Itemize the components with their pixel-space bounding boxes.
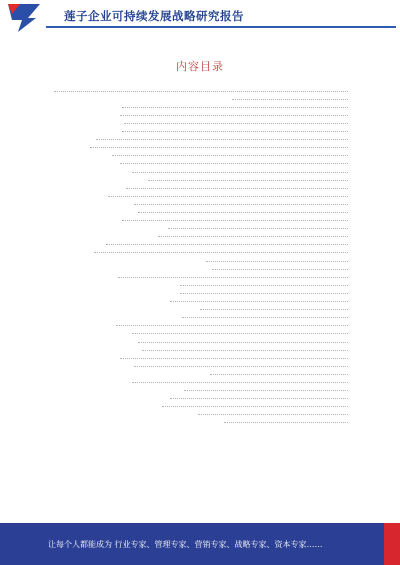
table-of-contents xyxy=(29,86,356,426)
toc-leader xyxy=(134,204,348,205)
toc-leader xyxy=(90,147,348,148)
toc-leader xyxy=(206,261,348,262)
toc-entry[interactable] xyxy=(29,199,356,207)
footer-accent xyxy=(384,523,400,565)
toc-entry[interactable] xyxy=(29,313,356,321)
toc-entry[interactable] xyxy=(29,216,356,224)
toc-entry[interactable] xyxy=(29,402,356,410)
toc-entry[interactable] xyxy=(29,151,356,159)
toc-leader xyxy=(212,269,348,270)
toc-entry[interactable] xyxy=(29,240,356,248)
toc-entry[interactable] xyxy=(29,159,356,167)
toc-leader xyxy=(162,406,348,407)
toc-entry[interactable] xyxy=(29,248,356,256)
toc-leader xyxy=(120,115,348,116)
toc-leader xyxy=(182,317,348,318)
toc-entry[interactable] xyxy=(29,256,356,264)
toc-entry[interactable] xyxy=(29,280,356,288)
toc-leader xyxy=(224,422,348,423)
toc-entry[interactable] xyxy=(29,288,356,296)
toc-leader xyxy=(132,382,348,383)
toc-entry[interactable] xyxy=(29,369,356,377)
toc-entry[interactable] xyxy=(29,410,356,418)
toc-entry[interactable] xyxy=(29,207,356,215)
toc-leader xyxy=(108,196,348,197)
toc-leader xyxy=(122,107,348,108)
toc-leader xyxy=(180,293,348,294)
toc-entry[interactable] xyxy=(29,126,356,134)
toc-leader xyxy=(132,172,348,173)
toc-leader xyxy=(122,220,348,221)
toc-entry[interactable] xyxy=(29,94,356,102)
toc-entry[interactable] xyxy=(29,232,356,240)
toc-entry[interactable] xyxy=(29,337,356,345)
toc-entry[interactable] xyxy=(29,385,356,393)
toc-entry[interactable] xyxy=(29,102,356,110)
toc-leader xyxy=(116,325,348,326)
header-divider xyxy=(46,26,396,28)
toc-leader xyxy=(210,374,348,375)
report-title: 莲子企业可持续发展战略研究报告 xyxy=(64,9,244,23)
toc-leader xyxy=(158,236,348,237)
toc-leader xyxy=(138,212,348,213)
toc-entry[interactable] xyxy=(29,86,356,94)
toc-leader xyxy=(120,358,348,359)
toc-leader xyxy=(184,390,348,391)
toc-entry[interactable] xyxy=(29,418,356,426)
company-logo-icon xyxy=(6,2,40,32)
toc-leader xyxy=(138,342,348,343)
toc-entry[interactable] xyxy=(29,321,356,329)
toc-leader xyxy=(94,252,348,253)
toc-entry[interactable] xyxy=(29,143,356,151)
toc-entry[interactable] xyxy=(29,394,356,402)
toc-leader xyxy=(132,333,348,334)
toc-leader xyxy=(126,188,348,189)
toc-entry[interactable] xyxy=(29,377,356,385)
toc-entry[interactable] xyxy=(29,296,356,304)
toc-leader xyxy=(170,301,348,302)
toc-leader xyxy=(118,277,348,278)
toc-entry[interactable] xyxy=(29,329,356,337)
toc-leader xyxy=(232,99,348,100)
toc-leader xyxy=(106,244,348,245)
footer-tagline: 让每个人都能成为 行业专家、管理专家、营销专家、战略专家、资本专家…… xyxy=(48,540,323,549)
toc-leader xyxy=(168,228,348,229)
toc-entry[interactable] xyxy=(29,353,356,361)
toc-entry[interactable] xyxy=(29,183,356,191)
toc-entry[interactable] xyxy=(29,361,356,369)
toc-entry[interactable] xyxy=(29,305,356,313)
toc-entry[interactable] xyxy=(29,167,356,175)
toc-leader xyxy=(200,309,348,310)
toc-leader xyxy=(124,123,348,124)
toc-leader xyxy=(170,398,348,399)
toc-leader xyxy=(112,155,348,156)
toc-entry[interactable] xyxy=(29,110,356,118)
toc-leader xyxy=(122,131,348,132)
toc-entry[interactable] xyxy=(29,191,356,199)
toc-leader xyxy=(54,91,348,92)
toc-leader xyxy=(142,350,348,351)
toc-leader xyxy=(120,163,348,164)
toc-entry[interactable] xyxy=(29,224,356,232)
toc-entry[interactable] xyxy=(29,118,356,126)
toc-entry[interactable] xyxy=(29,175,356,183)
toc-entry[interactable] xyxy=(29,272,356,280)
toc-entry[interactable] xyxy=(29,135,356,143)
toc-leader xyxy=(198,414,348,415)
toc-heading: 内容目录 xyxy=(176,60,224,73)
toc-entry[interactable] xyxy=(29,264,356,272)
toc-leader xyxy=(180,285,348,286)
toc-leader xyxy=(96,139,348,140)
page-header xyxy=(0,0,400,36)
toc-entry[interactable] xyxy=(29,345,356,353)
toc-leader xyxy=(148,180,348,181)
toc-leader xyxy=(134,366,348,367)
